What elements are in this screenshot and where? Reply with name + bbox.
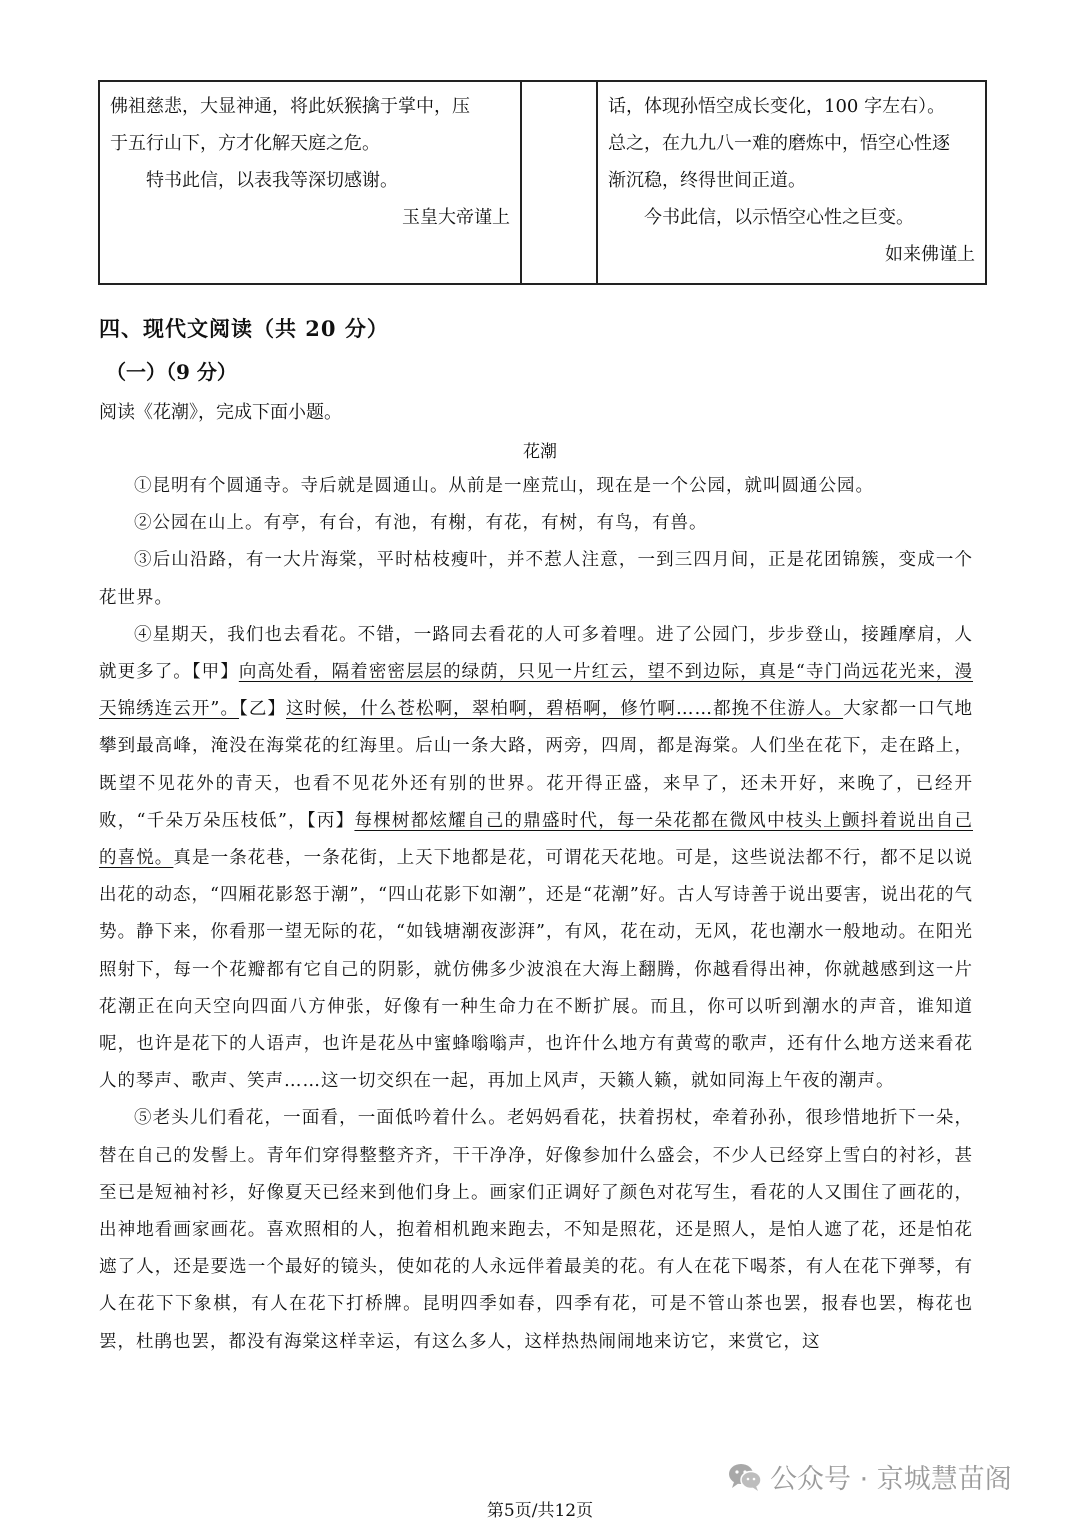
instruction-text: 阅读《花潮》，完成下面小题。	[99, 402, 342, 423]
paragraph-4-text: ④星期天，我们也去看花。不错，一路同去看花的人可多着哩。进了公园门，步步登山，接踵摩肩，人就更多了。	[99, 624, 973, 683]
page-number: 第5页/共12页	[486, 1501, 594, 1521]
marker-yi: 【乙】	[239, 699, 286, 720]
section-title: 四、现代文阅读（共 20 分）	[99, 316, 389, 341]
letter-signature: 如来佛谨上	[885, 244, 975, 265]
jade-emperor-letter-cell	[99, 81, 521, 284]
letter-line: 今书此信，以示悟空心性之巨变。	[644, 207, 914, 228]
buddha-letter-cell	[597, 81, 986, 284]
underlined-sentence-jia: 向高处看，隔着密密层层的绿荫，只见一片红云，望不到边际，真是“寺门尚远花光来，漫天锦绣连云开”。	[99, 662, 974, 720]
paragraph-2: ②公园在山上。有亭，有台，有池，有榭，有花，有树，有鸟，有兽。	[134, 513, 708, 534]
table-row	[99, 81, 986, 284]
letter-line: 总之，在九九八一难的磨炼中，悟空心性逐	[608, 133, 950, 154]
letter-line: 话，体现孙悟空成长变化，100 字左右）。	[608, 96, 946, 117]
letter-line: 特书此信，以表我等深切感谢。	[146, 170, 398, 191]
letter-line: 渐沉稳，终得世间正道。	[608, 170, 806, 191]
paragraph-3: ③后山沿路，有一大片海棠，平时枯枝瘦叶，并不惹人注意，一到三四月间，正是花团锦簇，变成一个花世界。	[99, 550, 973, 608]
watermark-text: 公众号 · 京城慧苗阁	[770, 1464, 1012, 1495]
paragraph-5: ⑤老头儿们看花，一面看，一面低吟着什么。老妈妈看花，扶着拐杖，牵着孙孙，很珍惜地折下一朵，替在自己的发髻上。青年们穿得整整齐齐，干干净净，好像参加什么盛会，不少人已经穿上雪白的衬衫，甚至已是短袖衬衫，好像夏天已经来到他们身上。画家们正调好了颜色对花写生，看花的人又围住了画花的，出神地看画家画花。喜欢照相的人，抱着相机跑来跑去，不知是照花，还是照人，是怕人遮了花，还是怕花遮了人，还是要选一个最好的镜头，使如花的人永远伴着最美的花。有人在花下喝茶，有人在花下弹琴，有人在花下下象棋，有人在花下打桥牌。昆明四季如春，四季有花，可是不管山茶也罢，报春也罢，梅花也罢，杜鹃也罢，都没有海棠这样幸运，有这么多人，这样热热闹闹地来访它，来赏它，这	[99, 1108, 973, 1352]
empty-middle-cell	[521, 81, 597, 284]
watermark	[728, 1457, 1012, 1496]
marker-jia: 【甲】	[191, 662, 239, 683]
wechat-icon	[728, 1462, 762, 1492]
marker-bing: 【丙】	[306, 810, 355, 831]
paragraph-4	[99, 617, 973, 1101]
subsection-title: （一）（9 分）	[106, 360, 237, 384]
letters-table	[98, 80, 987, 285]
underlined-sentence-yi: 这时候，什么苍松啊，翠柏啊，碧梧啊，修竹啊……都挽不住游人。	[286, 699, 844, 720]
paragraph-4-text: 真是一条花巷，一条花街，上天下地都是花，可谓花天花地。可是，这些说法都不行，都不足以说出花的动态，“四厢花影怒于潮”，“四山花影下如潮”，还是“花潮”好。古人写诗善于说出要害，说出花的气势。静下来，你看那一望无际的花，“如钱塘潮夜澎湃”，有风，花在动，无风，花也潮水一般地动。在阳光照射下，每一个花瓣都有它自己的阴影，就仿佛多少波浪在大海上翻腾，你越看得出神，你就越感到这一片花潮正在向天空向四面八方伸张，好像有一种生命力在不断扩展。而且，你可以听到潮水的声音，谁知道呢，也许是花下的人语声，也许是花丛中蜜蜂嗡嗡声，也许什么地方有黄莺的歌声，还有什么地方送来看花人的琴声、歌声、笑声……这一切交织在一起，再加上风声，天籁人籁，就如同海上午夜的潮声。	[99, 848, 974, 1092]
paragraph-4-text: 大家都一口气地攀到最高峰，淹没在海棠花的红海里。后山一条大路，两旁，四周，都是海棠。人们坐在花下，走在路上，既望不见花外的青天，也看不见花外还有别的世界。花开得正盛，来早了，还未开好，来晚了，已经开败，“千朵万朵压枝低”，	[99, 699, 974, 831]
article-title: 花潮	[523, 442, 557, 462]
letter-line: 于五行山下，方才化解天庭之危。	[110, 133, 380, 154]
paragraph-1: ①昆明有个圆通寺。寺后就是圆通山。从前是一座荒山，现在是一个公园，就叫圆通公园。	[134, 476, 874, 496]
letter-line: 佛祖慈悲，大显神通，将此妖猴擒于掌中，压	[110, 96, 470, 117]
underlined-sentence-bing: 每棵树都炫耀自己的鼎盛时代，每一朵花都在微风中枝头上颤抖着说出自己的喜悦。	[99, 810, 973, 869]
article-body	[99, 468, 973, 1361]
letter-signature: 玉皇大帝谨上	[402, 207, 510, 228]
